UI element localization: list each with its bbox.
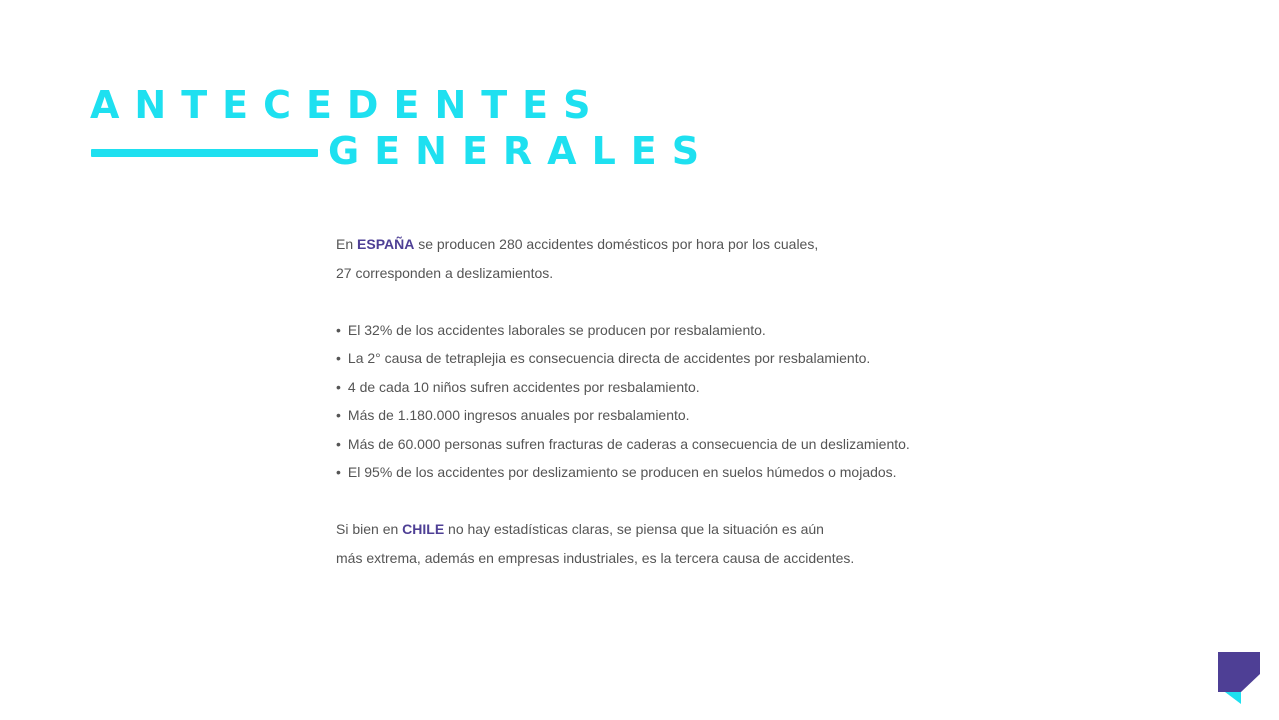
body-text (336, 230, 910, 572)
paragraph-gap (336, 487, 910, 516)
closing-country-highlight: CHILE (402, 521, 445, 537)
bullet-text: La 2° causa de tetraplejia es consecuencia directa de accidentes por resbalamiento. (347, 350, 871, 366)
bullet-item (336, 344, 910, 373)
title-line-1: ANTECEDENTES (90, 83, 606, 127)
bullet-dot-icon: • (336, 378, 341, 395)
bullet-text: Más de 1.180.000 ingresos anuales por resbalamiento. (347, 407, 690, 423)
bullet-dot-icon: • (336, 407, 341, 423)
corner-logo-cyan-fold (1225, 692, 1241, 704)
bullet-item (336, 316, 910, 345)
closing-paragraph-line-2: más extrema, además en empresas industriales, es la tercera causa de accidentes. (336, 549, 855, 566)
corner-logo-purple-shape (1218, 652, 1260, 692)
bullet-item (336, 373, 910, 402)
bullet-text: El 95% de los accidentes por deslizamiento se producen en suelos húmedos o mojados. (347, 464, 897, 480)
intro-paragraph-line-2: 27 corresponden a deslizamientos. (336, 264, 554, 281)
bullet-text: Más de 60.000 personas sufren fracturas de caderas a consecuencia de un deslizamiento. (347, 435, 910, 452)
bullet-dot-icon: • (336, 464, 341, 480)
bullet-dot-icon: • (336, 350, 341, 366)
bullet-item (336, 401, 910, 430)
corner-logo-icon (1218, 652, 1260, 704)
intro-suffix: se producen 280 accidentes domésticos por hora por los cuales, (414, 236, 819, 252)
intro-country-highlight: ESPAÑA (357, 236, 415, 252)
bullet-item (336, 430, 910, 459)
bullet-text: 4 de cada 10 niños sufren accidentes por resbalamiento. (347, 378, 700, 395)
closing-suffix: no hay estadísticas claras, se piensa que la situación es aún (444, 521, 824, 537)
closing-paragraph-line-1 (336, 515, 910, 544)
intro-paragraph-line-1 (336, 230, 910, 259)
title-line-2: GENERALES (328, 129, 715, 173)
intro-prefix: En (336, 236, 358, 252)
bullet-text: El 32% de los accidentes laborales se producen por resbalamiento. (347, 321, 766, 338)
closing-prefix: Si bien en (336, 521, 403, 537)
bullet-dot-icon: • (336, 321, 341, 338)
paragraph-gap (336, 287, 910, 316)
bullet-item (336, 458, 910, 487)
title-underline-bar (91, 149, 318, 157)
bullet-dot-icon: • (336, 435, 341, 452)
